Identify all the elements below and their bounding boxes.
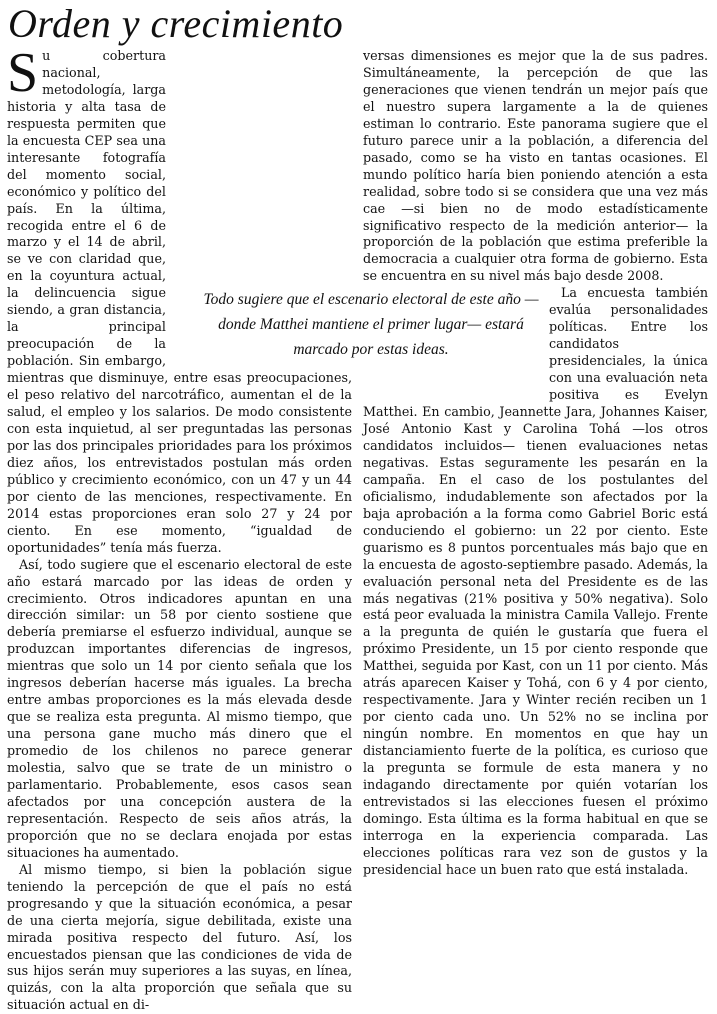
paragraph: Al mismo tiempo, si bien la población sigue teniendo la percepción de que el país no está progresando y que la situación económica, a pesar de una cierta mejoría, sigue debilitada, existe una mirada positiva respecto del futuro. Así, los encuestados piensan que las condiciones de vida de sus hijos serán muy superiores a las suyas, en línea, quizás, con la alta proporción que señala que su situación actual en di- xyxy=(7,861,352,1013)
pull-quote: Todo sugiere que el escenario electoral de este año —donde Matthei mantiene el primer lugar— estará marcado por estas ideas. xyxy=(195,283,547,366)
paragraph: versas dimensiones es mejor que la de sus padres. Simultáneamente, la percepción de que las generaciones que vienen tendrán un mejor país que el nuestro supera largamente a la de quienes estiman lo contrario. Este panorama sugiere que el futuro parece unir a la población, a diferencia del pasado, como se ha visto en tantas ocasiones. El mundo político haría bien poniendo atención a esta realidad, sobre todo si se considera que una vez más cae —si bien no de modo estadísticamente significativo respecto de la medición anterior— la proporción de la población que estima preferible la democracia a cualquier otra forma de gobierno. Esta se encuentra en su nivel más bajo desde 2008. xyxy=(363,48,708,284)
paragraph-text: u cobertura nacional, metodología, larga historia y alta tasa de respuesta permiten que la encuesta CEP sea una interesante fotografía del momento social, económico y político del país. En la última, recogida entre el 6 de marzo y el 14 de abril, se ve con claridad que, en la coyuntura actual, la delincuencia sigue siendo, a gran distancia, la principal preocupación de la población. Sin embargo, mientras que disminuye, entre esas preocupaciones, el peso relativo del narcotráfico, aumentan el de la salud, el empleo y los salarios. De modo consistente con esta inquietud, al ser preguntadas las personas por las dos principales prioridades para los próximos diez años, los entrevistados postulan más orden público y crecimiento económico, con un 47 y un 44 por ciento de las menciones, respectivamente. En 2014 estas proporciones eran solo 27 y 24 por ciento. En ese momento, “igualdad de oportunidades” tenía más fuerza. xyxy=(7,48,352,555)
paragraph-text: La encuesta también evalúa personalidades políticas. Entre los candidatos presidenciales, la única con una evaluación neta positiva es Evelyn Matthei. En cambio, Jeannette Jara, Johannes Kaiser, José Antonio Kast y Carolina Tohá —los otros candidatos incluidos— tienen evaluaciones netas negativas. Estas seguramente les pesarán en la campaña. En el caso de los postulantes del oficialismo, indudablemente son afectados por la baja aprobación a la forma como Gabriel Boric está conduciendo el gobierno: un 22 por ciento. Este guarismo es 8 puntos porcentuales más bajo que en la encuesta de agosto-septiembre pasado. Además, la evaluación personal neta del Presidente es de las más negativas (21% positiva y 50% negativa). Solo está peor evaluada la ministra Camila Vallejo. Frente a la pregunta de quién le gustaría que fuera el próximo Presidente, un 15 por ciento responde que Matthei, seguida por Kast, con un 11 por ciento. Más atrás aparecen Kaiser y Tohá, con 6 y 4 por ciento, respectivamente. Jara y Winter recién reciben un 1 por ciento cada uno. Un 52% no se inclina por ningún nombre. En momentos en que hay un distanciamiento fuerte de la política, es curioso que la pregunta se formule de esta manera y no indagando directamente por quién votarían los entrevistados si las elecciones fuesen el próximo domingo. Esta última es la forma habitual en que se interroga en la experiencia comparada. Las elecciones políticas rara vez son de gustos y la presidencial hace un buen rato que está instalada. xyxy=(363,285,708,877)
article-column-left xyxy=(7,42,352,1014)
drop-cap: S xyxy=(7,42,39,104)
article-title: Orden y crecimiento xyxy=(8,1,344,46)
paragraph xyxy=(363,285,708,878)
paragraph: Así, todo sugiere que el escenario electoral de este año estará marcado por las ideas de orden y crecimiento. Otros indicadores apuntan en una dirección similar: un 58 por ciento sostiene que debería premiarse el esfuerzo individual, aunque se produzcan importantes diferencias de ingresos, mientras que solo un 14 por ciento señala que los ingresos deberían hacerse más iguales. La brecha entre ambas proporciones es la más elevada desde que se realiza esta pregunta. Al mismo tiempo, que una persona gane mucho más dinero que el promedio de los chilenos no parece generar molestia, salvo que se trate de un ministro o parlamentario. Probablemente, esos casos sean afectados por una concepción austera de la representación. Respecto de seis años atrás, la proporción que no se declara enojada por estas situaciones ha aumentado. xyxy=(7,556,352,860)
article-column-right xyxy=(363,48,708,879)
